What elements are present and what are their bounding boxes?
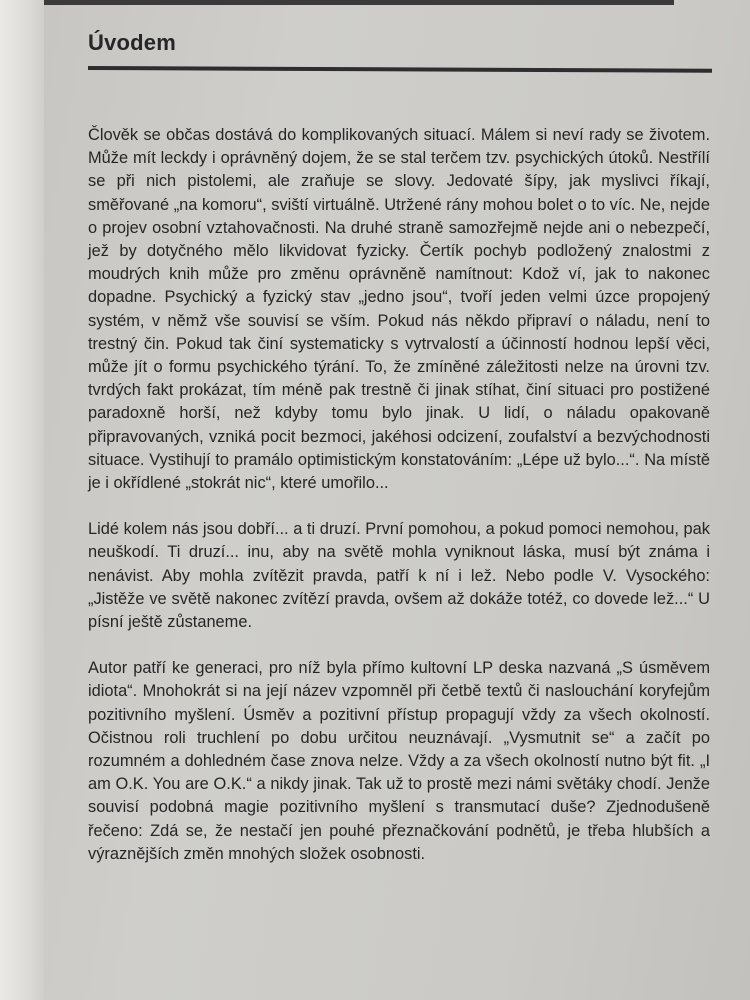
book-spine-margin	[0, 0, 44, 1000]
top-border-bar	[44, 0, 674, 5]
paragraph: Lidé kolem nás jsou dobří... a ti druzí. První pomohou, a pokud pomoci nemohou, pak neuškodí. Ti druzí... inu, aby na světě mohla vyniknout láska, musí být známa i nenávist. Aby mohla zvítězit pravda, patří k ní i lež. Nebo podle V. Vysockého: „Jistěže ve světě nakonec zvítězí pravda, ovšem až dokáže totéž, co dovede lež...“ U písní ještě zůstaneme.	[88, 520, 710, 632]
chapter-heading: Úvodem	[88, 30, 176, 55]
chapter-body	[88, 124, 710, 866]
paragraph: Autor patří ke generaci, pro níž byla přímo kultovní LP deska nazvaná „S úsměvem idiota“. Mnohokrát si na její název vzpomněl při četbě textů či naslouchání koryfejům pozitivního myšlení. Úsměv a pozitivní přístup propagují vždy za všech okolností. Očistnou roli truchlení po dobu určitou neuznávají. „Vysmutnit se“ a začít po rozumném a dohledném čase znova nelze. Vždy a za všech okolností nutno být fit. „I am O.K. You are O.K.“ a nikdy jinak. Tak už to prostě mezi námi světáky chodí. Jenže souvisí podobná magie pozitivního myšlení s transmutací duše? Zjednodušeně řečeno: Zdá se, že nestačí jen pouhé přeznačkování podnětů, je třeba hlubších a výraznějších změn mnohých složek osobnosti.	[88, 659, 710, 863]
paragraph: Člověk se občas dostává do komplikovaných situací. Málem si neví rady se životem. Může mít leckdy i oprávněný dojem, že se stal terčem tzv. psychických útoků. Nestřílí se při nich pistolemi, ale zraňuje se slovy. Jedovaté šípy, jak myslivci říkají, směřované „na komoru“, sviští virtuálně. Utržené rány mohou bolet o to víc. Ne, nejde o projev osobní vztahovačnosti. Na druhé straně samozřejmě nejde ani o nebezpečí, jež by dotyčného mělo likvidovat fyzicky. Čertík pochyb podložený znalostmi z moudrých knih může pro změnu oprávněně namítnout: Kdož ví, jak to nakonec dopadne. Psychický a fyzický stav „jedno jsou“, tvoří jeden velmi úzce propojený systém, v němž vše souvisí se vším. Pokud nás někdo připraví o náladu, není to trestný čin. Pokud tak činí systematicky s vytrvalostí a účinností hodnou lepší věci, může jít o formu psychického týrání. To, že zmíněné záležitosti nelze na úrovni tzv. tvrdých fakt prokázat, tím méně pak trestně či jinak stíhat, činí situaci pro postižené paradoxně horší, než kdyby tomu bylo jinak. U lidí, o náladu opakovaně připravovaných, vzniká pocit bezmoci, jakéhosi odcizení, zoufalství a bezvýchodnosti situace. Vystihují to pramálo optimistickým konstatováním: „Lépe už bylo...“. Na místě je i okřídlené „stokrát nic“, které umořilo...	[88, 126, 710, 493]
